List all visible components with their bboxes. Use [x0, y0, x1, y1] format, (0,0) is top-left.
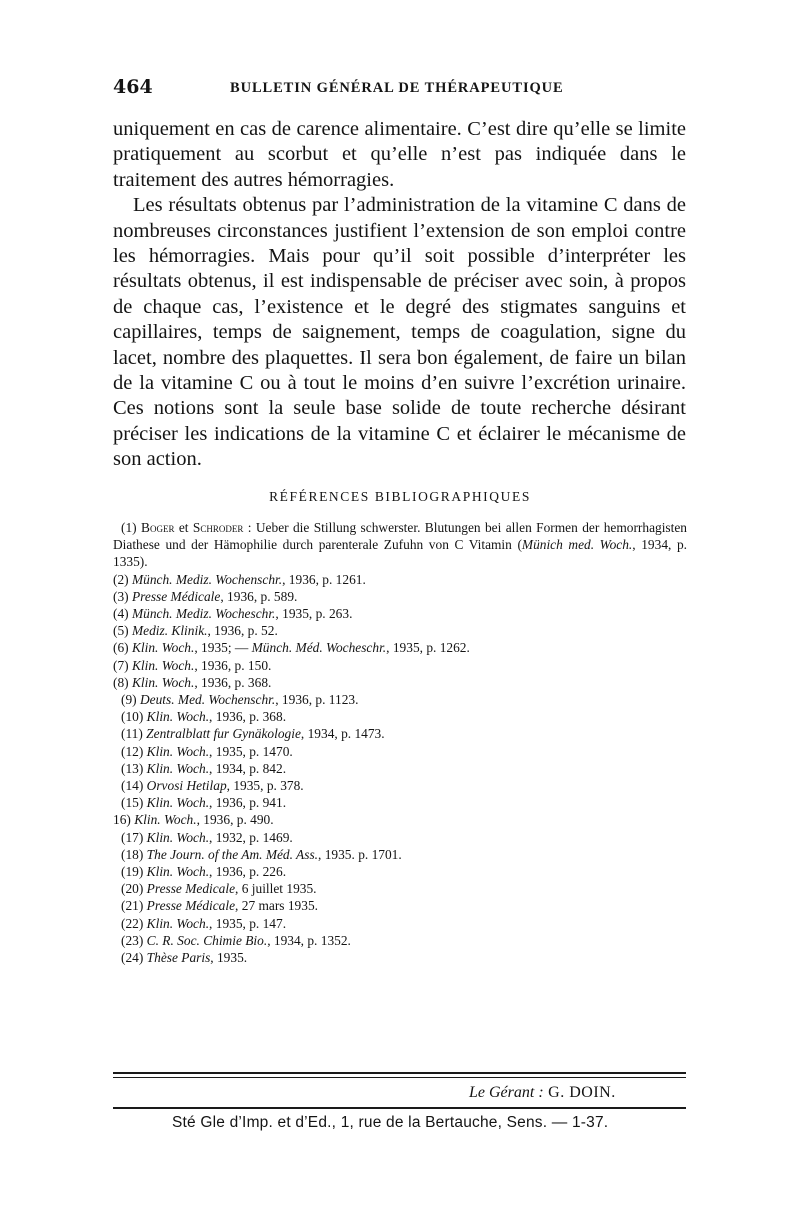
reference-text: : Ueber die Stillung schwerster. Blutungen bei allen Formen der hemorrhagisten Diathese und der Hämophilie durch parenterale Zufuhn von C Vitamin (	[113, 520, 687, 553]
reference-journal: Klin. Woch.	[146, 795, 210, 811]
reference-number: (8)	[113, 674, 129, 690]
reference-journal: Klin. Woch.	[131, 674, 195, 690]
paragraph: Les résultats obtenus par l’administration de la vitamine C dans de nombreuses circonstances justifient l’extension de son emploi contre les hémorragies. Mais pour qu’il soit possible d’interpréter les résultats obtenus, il est indispensable de préciser avec soin, à propos de chaque cas, l’existence et le degré des stigmates sanguins et capillaires, temps de saignement, temps de coagulation, signe du lacet, nombre des plaquettes. Il sera bon également, de faire un bilan de la vitamine C ou à tout le moins d’en suivre l’excrétion urinaire. Ces notions sont la seule base solide de toute recherche désirant préciser les indications de la vitamine C et éclairer le mécanisme de son action.	[113, 194, 686, 471]
reference-item	[113, 691, 687, 708]
reference-journal: Klin. Woch.	[146, 864, 210, 880]
references-heading: RÉFÉRENCES BIBLIOGRAPHIQUES	[269, 489, 531, 504]
reference-item	[113, 949, 687, 966]
reference-details: , 1936, p. 941.	[209, 795, 287, 811]
reference-journal: Klin. Woch.	[134, 812, 197, 828]
reference-journal: The Journ. of the Am. Méd. Ass.	[146, 846, 319, 862]
references-list	[113, 519, 687, 966]
reference-journal: Münch. Méd. Wocheschr.	[251, 640, 387, 656]
page-number: 464	[113, 76, 153, 98]
reference-journal: Presse Médicale	[146, 898, 236, 914]
reference-journal: Deuts. Med. Wochenschr.	[139, 692, 276, 708]
reference-details: , 1936, p. 589.	[220, 588, 298, 604]
reference-number: (1)	[121, 520, 137, 535]
reference-item	[113, 605, 687, 622]
reference-text: et	[174, 520, 193, 535]
reference-item	[113, 811, 687, 828]
signature-label: Le Gérant :	[469, 1084, 544, 1101]
double-rule-bottom	[113, 1077, 686, 1078]
paragraph: uniquement en cas de carence alimentaire. C’est dire qu’elle se limite pratiquement au scorbut et qu’elle n’est pas indiquée dans le traitement des autres hémorragies.	[113, 118, 686, 191]
reference-item	[113, 519, 687, 571]
reference-item	[113, 760, 687, 777]
reference-number: (7)	[113, 657, 129, 673]
reference-journal: Klin. Woch.	[146, 829, 210, 845]
reference-journal: Thèse Paris	[146, 950, 211, 966]
reference-author: Schroder	[192, 520, 244, 535]
reference-details: , 6 juillet 1935.	[235, 881, 317, 897]
reference-details: , 1932, p. 1469.	[209, 829, 293, 845]
reference-item	[113, 846, 687, 863]
reference-number: (5)	[113, 623, 129, 639]
reference-details: , 1936, p. 368.	[209, 709, 287, 725]
reference-journal: Presse Médicale	[131, 588, 221, 604]
reference-journal: Münch. Mediz. Wochenschr.	[131, 571, 283, 587]
reference-journal: Mediz. Klinik.	[131, 623, 208, 639]
reference-details: , 1936, p. 226.	[209, 864, 287, 880]
reference-item	[113, 777, 687, 794]
reference-details: , 1936, p. 1123.	[275, 692, 359, 708]
reference-item	[113, 725, 687, 742]
reference-details: , 1934, p. 1352.	[267, 932, 351, 948]
reference-item	[113, 743, 687, 760]
reference-details: , 27 mars 1935.	[235, 898, 318, 914]
reference-item	[113, 829, 687, 846]
reference-item	[113, 880, 687, 897]
reference-number: (23)	[121, 932, 144, 948]
reference-number: (20)	[121, 881, 144, 897]
reference-journal: Klin. Woch.	[131, 640, 195, 656]
reference-number: (19)	[121, 864, 144, 880]
reference-text: , 1934, p. 1335).	[113, 537, 688, 570]
reference-number: (6)	[113, 640, 129, 656]
printer-imprint: Sté Gle d’Imp. et d’Ed., 1, rue de la Bertauche, Sens. — 1-37.	[172, 1114, 609, 1131]
reference-details: , 1935, p. 1262.	[386, 640, 470, 656]
reference-number: (21)	[121, 898, 144, 914]
reference-number: (22)	[121, 915, 144, 931]
reference-item	[113, 571, 687, 588]
reference-journal: Klin. Woch.	[131, 657, 195, 673]
reference-number: (9)	[121, 692, 137, 708]
reference-number: (4)	[113, 606, 129, 622]
reference-journal: Münich med. Woch.	[521, 537, 633, 553]
signature-line	[469, 1084, 616, 1102]
reference-number: (11)	[121, 726, 143, 742]
reference-item	[113, 708, 687, 725]
reference-number: (15)	[121, 795, 144, 811]
reference-details: , 1935, p. 1470.	[209, 743, 293, 759]
footer-rule	[113, 1107, 686, 1109]
reference-journal: Orvosi Hetilap	[146, 778, 227, 794]
reference-item	[113, 622, 687, 639]
reference-number: (2)	[113, 571, 129, 587]
reference-journal: Klin. Woch.	[146, 743, 210, 759]
signature-name: G. DOIN.	[543, 1084, 616, 1101]
reference-item	[113, 915, 687, 932]
reference-details: , 1935; —	[194, 640, 252, 656]
reference-journal: Zentralblatt fur Gynäkologie	[146, 726, 301, 742]
reference-number: (24)	[121, 950, 144, 966]
reference-journal: Klin. Woch.	[146, 760, 210, 776]
reference-number: (13)	[121, 760, 144, 776]
reference-number: (3)	[113, 588, 129, 604]
reference-item	[113, 657, 687, 674]
reference-journal: Münch. Mediz. Wocheschr.	[131, 606, 276, 622]
reference-journal: Klin. Woch.	[146, 709, 210, 725]
reference-item	[113, 863, 687, 880]
reference-number: (18)	[121, 846, 144, 862]
reference-item	[113, 794, 687, 811]
reference-item	[113, 932, 687, 949]
reference-item	[113, 674, 687, 691]
reference-details: , 1936, p. 368.	[194, 674, 272, 690]
reference-details: , 1935, p. 147.	[209, 915, 287, 931]
body-text	[113, 117, 686, 473]
reference-journal: Presse Medicale	[146, 881, 236, 897]
reference-number: 16)	[113, 812, 131, 828]
reference-item	[113, 588, 687, 605]
reference-details: , 1935. p. 1701.	[318, 846, 402, 862]
reference-details: , 1935, p. 378.	[226, 778, 304, 794]
reference-details: , 1935, p. 263.	[275, 606, 353, 622]
reference-details: , 1934, p. 1473.	[300, 726, 385, 742]
reference-number: (12)	[121, 743, 144, 759]
reference-details: , 1934, p. 842.	[209, 760, 287, 776]
reference-details: , 1936, p. 52.	[207, 623, 278, 639]
reference-details: , 1936, p. 150.	[194, 657, 272, 673]
double-rule-top	[113, 1072, 686, 1074]
reference-details: , 1936, p. 1261.	[282, 571, 366, 587]
reference-details: , 1935.	[210, 950, 248, 966]
reference-item	[113, 897, 687, 914]
reference-journal: Klin. Woch.	[146, 915, 210, 931]
reference-number: (14)	[121, 778, 144, 794]
running-header: BULLETIN GÉNÉRAL DE THÉRAPEUTIQUE	[230, 80, 564, 96]
reference-author: Boger	[141, 520, 175, 535]
reference-number: (10)	[121, 709, 144, 725]
reference-item	[113, 639, 687, 656]
reference-number: (17)	[121, 829, 144, 845]
reference-journal: C. R. Soc. Chimie Bio.	[146, 932, 268, 948]
reference-details: , 1936, p. 490.	[196, 812, 274, 828]
